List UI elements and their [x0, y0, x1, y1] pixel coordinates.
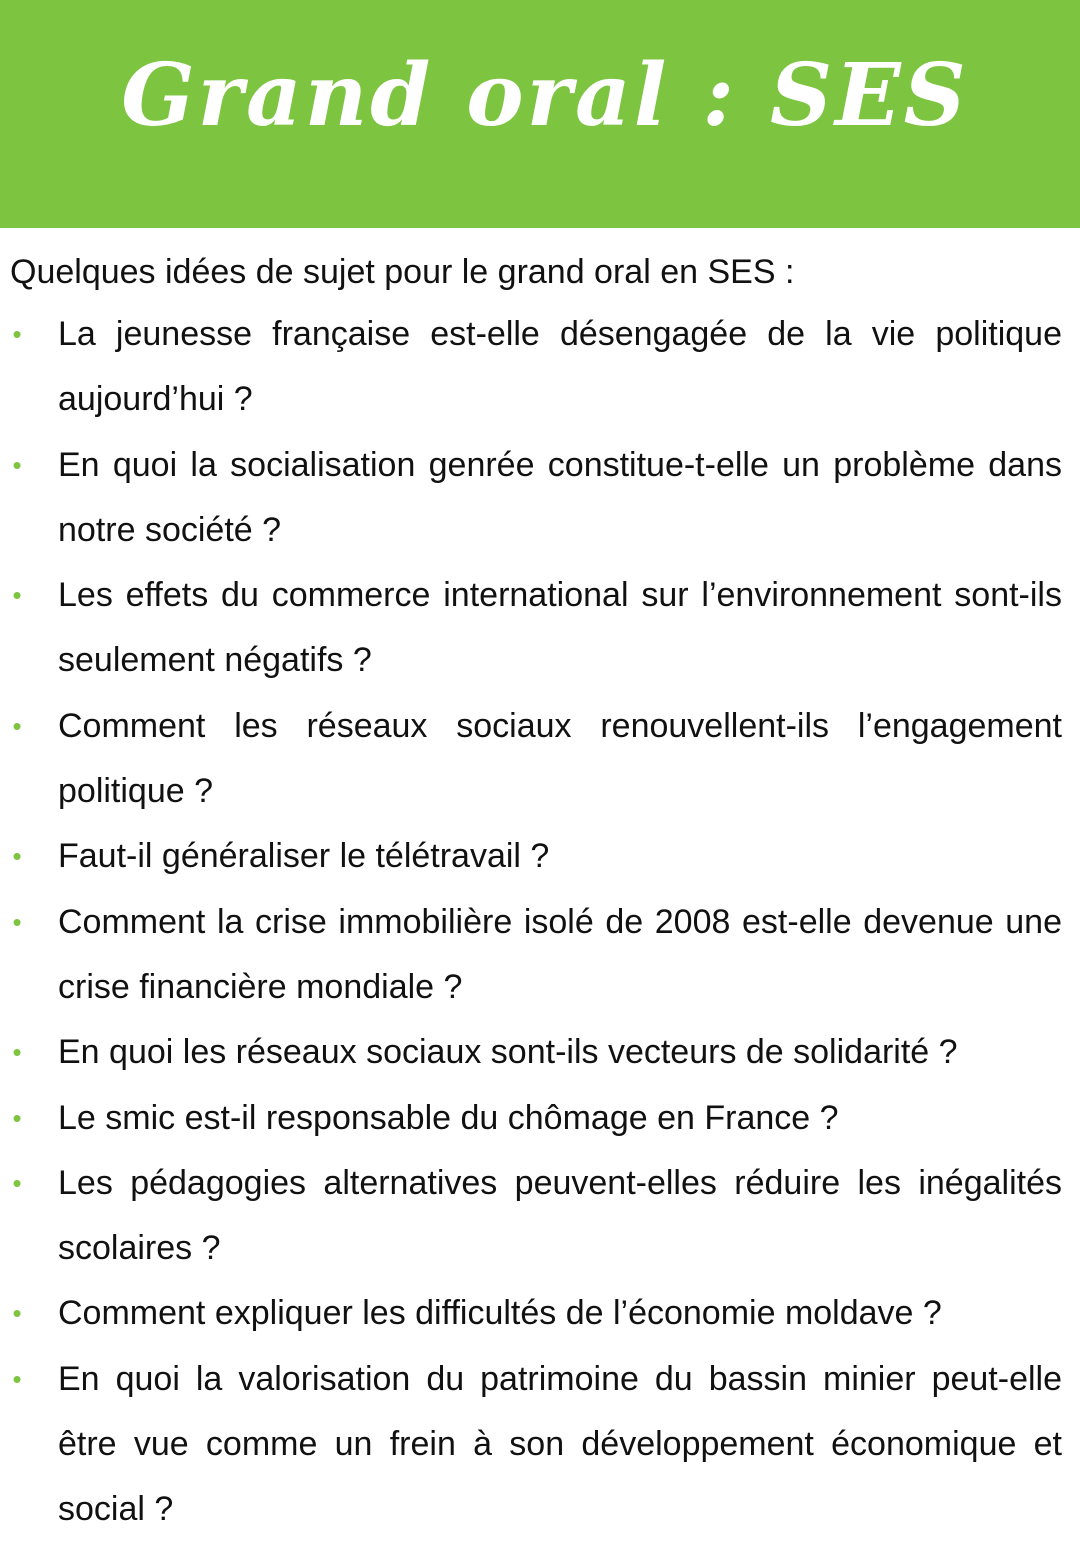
topic-text: Comment expliquer les difficultés de l’économie moldave ? [58, 1294, 942, 1333]
list-item [10, 694, 1062, 825]
list-item [10, 1281, 1062, 1346]
list-item [10, 563, 1062, 694]
bullet-icon: • [12, 1167, 22, 1198]
bullet-icon: • [12, 1102, 22, 1133]
topic-text: En quoi les réseaux sociaux sont-ils vecteurs de solidarité ? [58, 1033, 958, 1072]
topic-list [10, 302, 1062, 1543]
main-content [10, 247, 1062, 1543]
topic-text: Le smic est-il responsable du chômage en France ? [58, 1098, 839, 1137]
bullet-icon: • [12, 1298, 22, 1329]
topic-text: Faut-il généraliser le télétravail ? [58, 837, 550, 876]
list-item [10, 824, 1062, 889]
topic-text: Comment la crise immobilière isolé de 2008 est-elle devenue une crise financière mondiale ? [58, 902, 1062, 1006]
topic-text: En quoi la socialisation genrée constitue-t-elle un problème dans notre société ? [58, 445, 1062, 549]
topic-text: Les effets du commerce international sur l’environnement sont-ils seulement négatifs ? [58, 576, 1062, 680]
list-item [10, 1020, 1062, 1085]
list-item [10, 1151, 1062, 1282]
bullet-icon: • [12, 580, 22, 611]
list-item [10, 1086, 1062, 1151]
bullet-icon: • [12, 1363, 22, 1394]
intro-text: Quelques idées de sujet pour le grand oral en SES : [10, 253, 795, 291]
bullet-icon: • [12, 1037, 22, 1068]
topic-text: La jeunesse française est-elle désengagée de la vie politique aujourd’hui ? [58, 315, 1062, 419]
list-item [10, 890, 1062, 1021]
page-title: Grand oral : SES [121, 44, 969, 146]
bullet-icon: • [12, 906, 22, 937]
bullet-icon: • [12, 449, 22, 480]
list-item [10, 302, 1062, 433]
list-item [10, 1347, 1062, 1543]
bullet-icon: • [12, 710, 22, 741]
bullet-icon: • [12, 841, 22, 872]
topic-text: Les pédagogies alternatives peuvent-elles réduire les inégalités scolaires ? [58, 1163, 1062, 1268]
topic-text: En quoi la valorisation du patrimoine du bassin minier peut-elle être vue comme un frein à son développement économique et social ? [58, 1359, 1062, 1529]
bullet-icon: • [12, 319, 22, 349]
list-item [10, 433, 1062, 564]
header-banner [0, 0, 1080, 228]
topic-text: Comment les réseaux sociaux renouvellent-ils l’engagement politique ? [58, 706, 1062, 811]
